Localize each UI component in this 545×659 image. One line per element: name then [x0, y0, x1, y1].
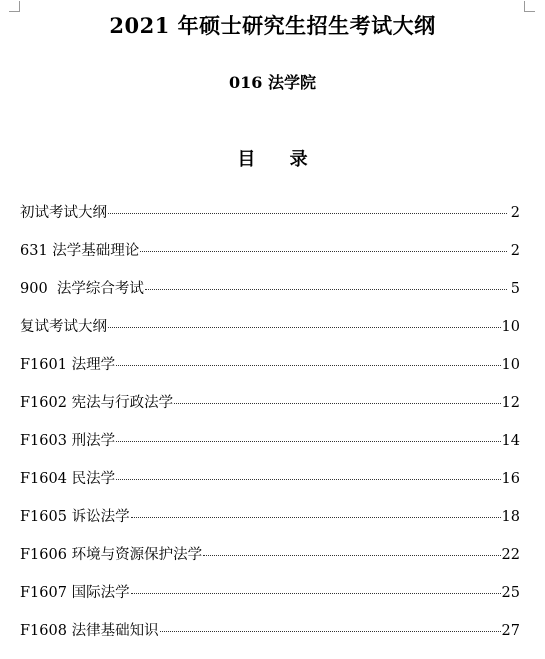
- toc-entry[interactable]: [20, 317, 520, 355]
- toc-leader-dots: [174, 402, 500, 404]
- document-title: 2021 年硕士研究生招生考试大纲: [109, 13, 436, 38]
- toc-leader-dots: [160, 630, 501, 632]
- toc-entry-label: F1603 刑法学: [20, 433, 116, 449]
- toc-entry[interactable]: [20, 279, 520, 317]
- toc-entry-page: 18: [501, 509, 520, 525]
- toc-entry-page: 2: [510, 205, 520, 221]
- toc-leader-dots: [116, 440, 500, 442]
- toc-entry-label: 复试考试大纲: [20, 319, 107, 335]
- toc-entry[interactable]: [20, 469, 520, 507]
- toc-leader-dots: [116, 364, 500, 366]
- toc-entry-page: 10: [501, 319, 520, 335]
- toc-entry-page: 5: [510, 281, 520, 297]
- toc-leader-dots: [131, 592, 501, 594]
- toc-leader-dots: [108, 212, 507, 214]
- toc-entry[interactable]: [20, 545, 520, 583]
- toc-entry-label: F1605 诉讼法学: [20, 509, 130, 525]
- toc-entry-label: F1602 宪法与行政法学: [20, 395, 174, 411]
- toc-entry-page: 2: [510, 243, 520, 259]
- toc-entry-page: 25: [501, 585, 520, 601]
- toc-entry-label: F1604 民法学: [20, 471, 116, 487]
- toc-leader-dots: [140, 250, 507, 252]
- toc-leader-dots: [145, 288, 507, 290]
- toc-leader-dots: [108, 326, 501, 328]
- toc-entry-label: 初试考试大纲: [20, 205, 107, 221]
- toc-entry[interactable]: [20, 621, 520, 659]
- toc-entry-label: F1608 法律基础知识: [20, 623, 159, 639]
- toc-entry-page: 22: [501, 547, 520, 563]
- toc-entry-page: 10: [501, 357, 520, 373]
- toc-leader-dots: [131, 516, 501, 518]
- toc-entry-page: 14: [501, 433, 520, 449]
- toc-entry[interactable]: [20, 203, 520, 241]
- toc-leader-dots: [203, 554, 500, 556]
- table-of-contents: [20, 203, 520, 659]
- toc-entry[interactable]: [20, 355, 520, 393]
- toc-entry[interactable]: [20, 431, 520, 469]
- toc-leader-dots: [116, 478, 500, 480]
- toc-entry-page: 27: [501, 623, 520, 639]
- toc-entry-label: 900 法学综合考试: [20, 281, 144, 297]
- toc-entry[interactable]: [20, 393, 520, 431]
- toc-entry[interactable]: [20, 241, 520, 279]
- toc-entry-label: 631 法学基础理论: [20, 243, 140, 259]
- toc-entry-label: F1606 环境与资源保护法学: [20, 547, 203, 563]
- toc-entry[interactable]: [20, 507, 520, 545]
- toc-entry-label: F1601 法理学: [20, 357, 116, 373]
- toc-entry-label: F1607 国际法学: [20, 585, 130, 601]
- toc-entry[interactable]: [20, 583, 520, 621]
- toc-entry-page: 12: [501, 395, 520, 411]
- toc-heading: 目 录: [237, 149, 322, 170]
- toc-entry-page: 16: [501, 471, 520, 487]
- document-subtitle: 016 法学院: [229, 73, 316, 92]
